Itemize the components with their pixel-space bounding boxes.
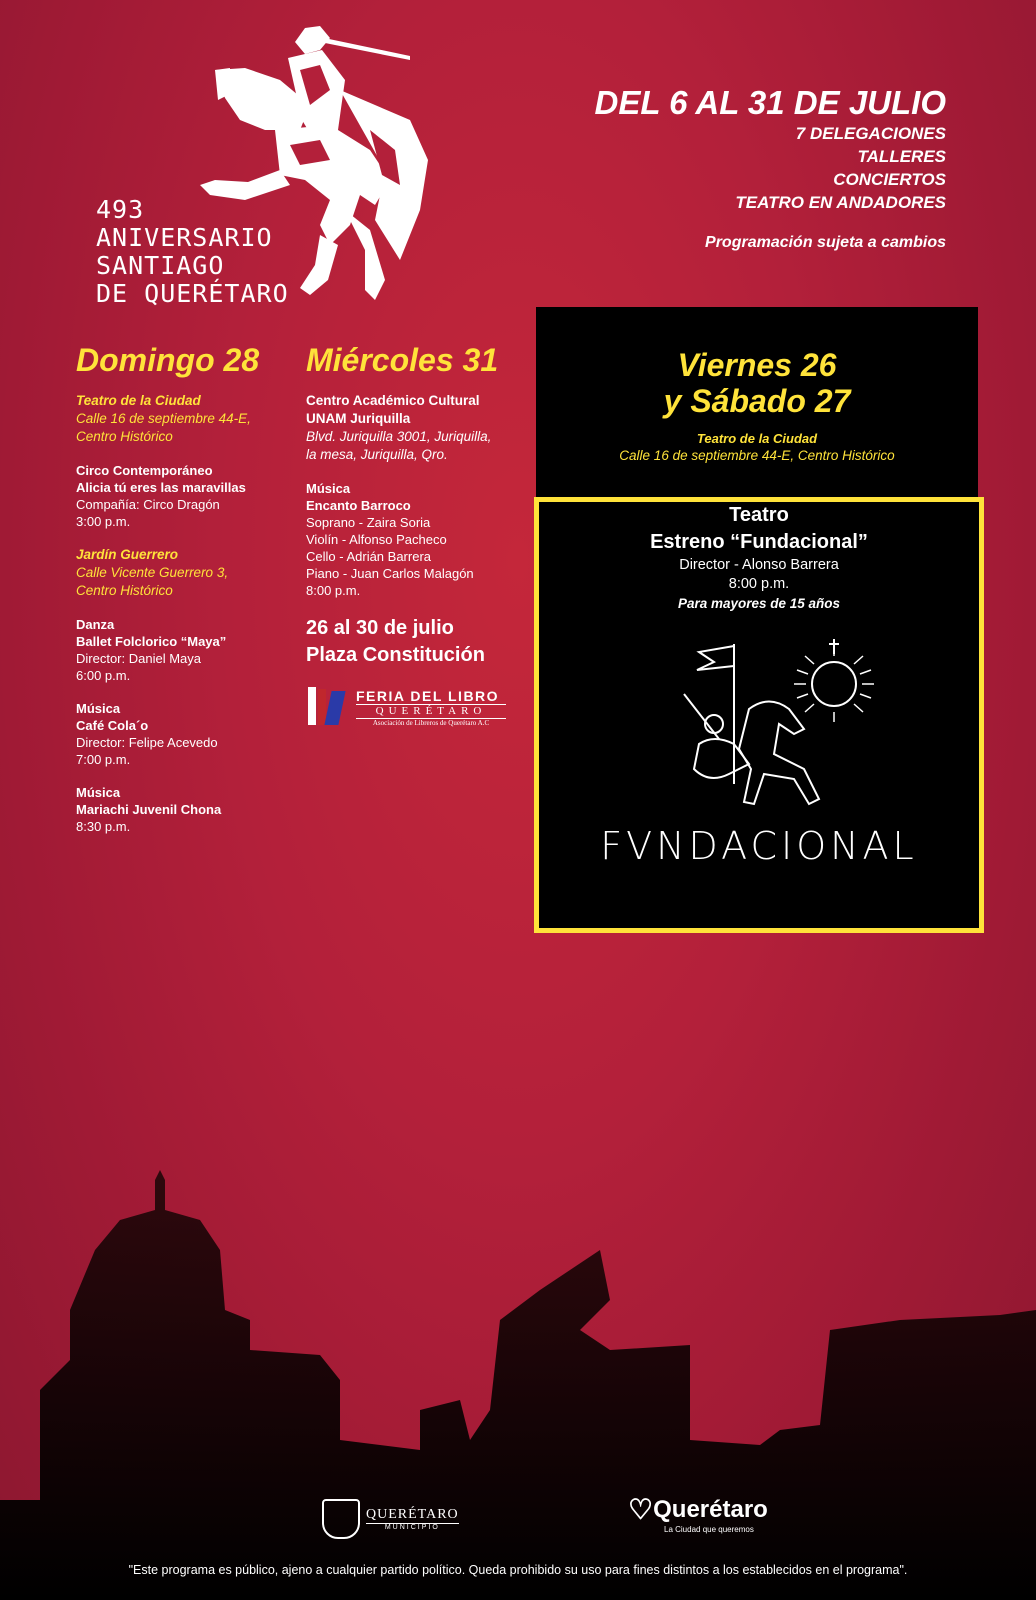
- header-item-conciertos: CONCIERTOS: [833, 170, 946, 189]
- feria-city: QUERÉTARO: [356, 704, 506, 719]
- venue-address: la mesa, Juriquilla, Qro.: [306, 447, 448, 462]
- footer-logos: [0, 1495, 1036, 1555]
- event-type: Música: [306, 481, 351, 496]
- event-type: Danza: [76, 617, 115, 632]
- event-title: Mariachi Juvenil Chona: [76, 802, 222, 817]
- event-title: Circo Contemporáneo: [76, 463, 213, 478]
- column-miercoles: [306, 340, 521, 727]
- feria-title: FERIA DEL LIBRO: [356, 687, 500, 704]
- feria-association: Asociación de Libreros de Querétaro A.C: [372, 718, 490, 727]
- queretaro-brand-logo: [628, 1495, 768, 1534]
- logo-line-4: DE QUERÉTARO: [96, 279, 289, 308]
- event-time: 3:00 p.m.: [76, 514, 131, 529]
- venue-address: Centro Histórico: [76, 429, 173, 444]
- day-heading-miercoles: Miércoles 31: [306, 342, 499, 378]
- feria-del-libro-logo: [306, 687, 521, 727]
- municipio-logo: [322, 1499, 459, 1539]
- event-detail: Director: Felipe Acevedo: [76, 735, 218, 750]
- event-title: Estreno “Fundacional”: [650, 531, 868, 553]
- event-time: 8:30 p.m.: [76, 819, 131, 834]
- event-time: 8:00 p.m.: [728, 576, 790, 592]
- anniversary-logo: [96, 196, 289, 308]
- header-summary: [595, 84, 947, 252]
- day-heading-domingo: Domingo 28: [76, 342, 260, 378]
- venue-address: Centro Histórico: [76, 583, 173, 598]
- schedule-note: Programación sujeta a cambios: [705, 234, 946, 251]
- event-danza: [76, 616, 296, 684]
- venue-teatro-ciudad: [76, 392, 296, 446]
- festival-dates: DEL 6 AL 31 DE JULIO: [594, 84, 946, 121]
- venue-name: Jardín Guerrero: [76, 547, 179, 562]
- event-cafe-colao: [76, 700, 296, 768]
- shield-icon: [322, 1499, 360, 1539]
- venue-address: Blvd. Juriquilla 3001, Juriquilla,: [306, 429, 492, 444]
- venue-address: Calle Vicente Guerrero 3,: [76, 565, 229, 580]
- viernes-header-panel: [536, 307, 978, 497]
- age-restriction: Para mayores de 15 años: [677, 596, 841, 611]
- event-time: 6:00 p.m.: [76, 668, 131, 683]
- column-domingo: [76, 340, 296, 851]
- fundacional-wordmark: FVNDACIONAL: [600, 824, 918, 868]
- event-title: Alicia tú eres las maravillas: [76, 480, 246, 495]
- event-detail: Soprano - Zaira Soria: [306, 515, 431, 530]
- day-heading-sabado: y Sábado 27: [663, 383, 851, 419]
- plaza-name: Plaza Constitución: [306, 644, 485, 666]
- venue-jardin-guerrero: [76, 546, 296, 600]
- event-encanto-barroco: [306, 480, 521, 599]
- event-type: Música: [76, 701, 121, 716]
- venue-name: Teatro de la Ciudad: [696, 431, 818, 446]
- brand-tagline: La Ciudad que queremos: [664, 1525, 754, 1534]
- event-detail: Compañía: Circo Dragón: [76, 497, 220, 512]
- venue-name: Centro Académico Cultural: [306, 393, 480, 408]
- event-mariachi: [76, 784, 296, 835]
- event-title: Café Cola´o: [76, 718, 149, 733]
- header-item-teatro: TEATRO EN ANDADORES: [735, 193, 946, 212]
- event-detail: Cello - Adrián Barrera: [306, 549, 431, 564]
- fundacional-panel: [534, 497, 984, 933]
- day-heading-viernes: Viernes 26: [677, 347, 837, 383]
- venue-unam-juriquilla: [306, 392, 521, 464]
- event-detail: Violín - Alfonso Pacheco: [306, 532, 447, 547]
- event-title: Ballet Folclorico “Maya”: [76, 634, 227, 649]
- event-detail: Director: Daniel Maya: [76, 651, 201, 666]
- logo-line-2: ANIVERSARIO: [96, 223, 273, 252]
- heart-icon: ♡: [628, 1494, 654, 1525]
- logo-line-1: 493: [96, 195, 145, 224]
- event-time: 8:00 p.m.: [306, 583, 361, 598]
- header-item-talleres: TALLERES: [857, 147, 946, 166]
- event-circo: [76, 462, 296, 530]
- logo-line-3: SANTIAGO: [96, 251, 225, 280]
- book-icon: [306, 687, 352, 727]
- event-time: 7:00 p.m.: [76, 752, 131, 767]
- venue-address: Calle 16 de septiembre 44-E, Centro Histórico: [619, 448, 895, 463]
- venue-name: UNAM Juriquilla: [306, 411, 411, 426]
- event-detail: Piano - Juan Carlos Malagón: [306, 566, 474, 581]
- brand-name: Querétaro: [653, 1496, 768, 1523]
- municipio-label: MUNICIPIO: [366, 1523, 459, 1531]
- venue-name: Teatro de la Ciudad: [76, 393, 201, 408]
- plaza-dates: 26 al 30 de julio: [306, 617, 454, 639]
- venue-address: Calle 16 de septiembre 44-E,: [76, 411, 251, 426]
- event-title: Encanto Barroco: [306, 498, 411, 513]
- event-type: Teatro: [729, 504, 789, 526]
- legal-disclaimer: "Este programa es público, ajeno a cualquier partido político. Queda prohibido su uso para fines distintos a los establecidos en el programa".: [128, 1563, 908, 1577]
- event-director: Director - Alonso Barrera: [679, 557, 839, 573]
- event-type: Música: [76, 785, 121, 800]
- municipio-name: QUERÉTARO: [366, 1507, 459, 1522]
- header-item-delegaciones: 7 DELEGACIONES: [795, 124, 946, 143]
- knight-sun-icon: [639, 634, 879, 824]
